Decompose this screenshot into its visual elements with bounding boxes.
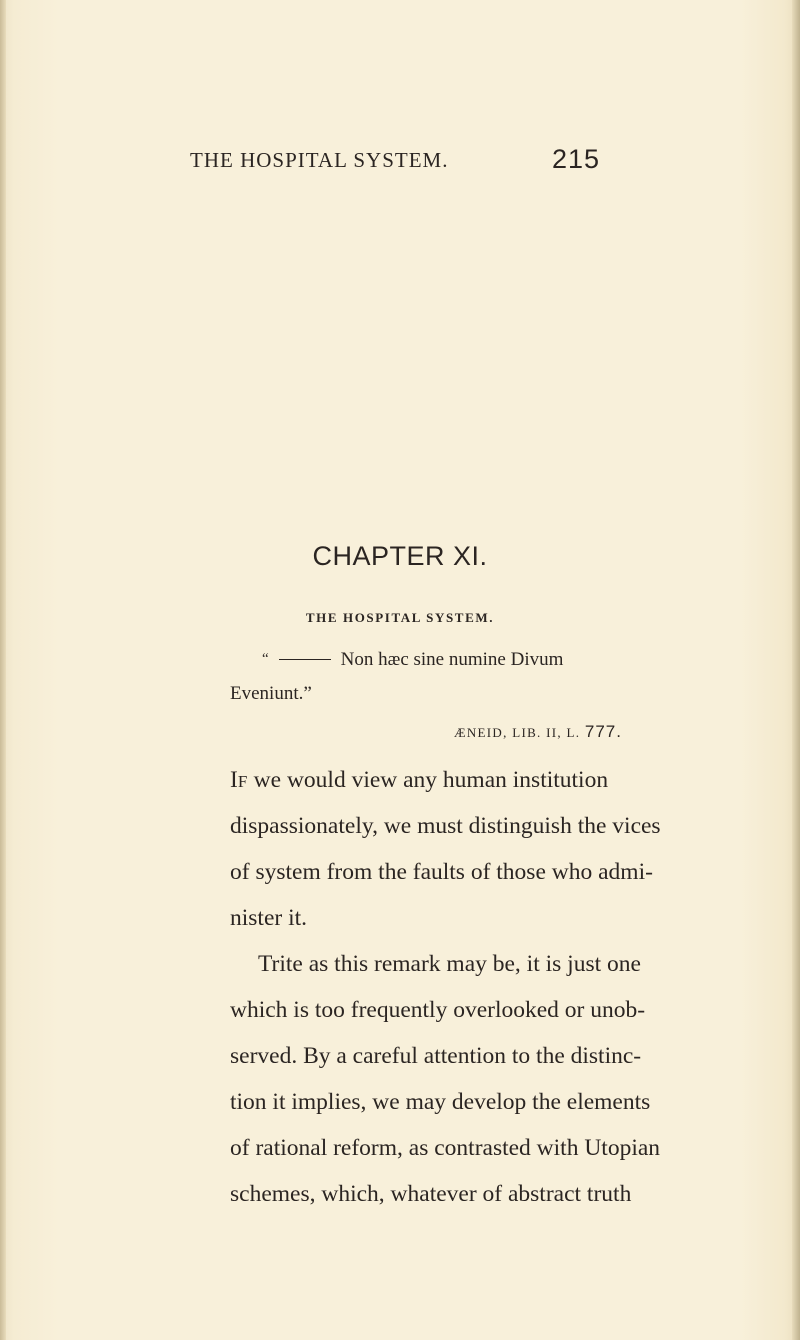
page-right-edge (792, 0, 800, 1340)
body-line-7: served. By a careful attention to the distinc- (230, 1043, 642, 1069)
chapter-heading: CHAPTER XI. (312, 541, 488, 571)
epigraph-dash (279, 659, 331, 661)
page-left-edge (0, 0, 6, 1340)
epigraph-line-1 (262, 649, 563, 671)
body-line-5: Trite as this remark may be, it is just one (258, 951, 641, 977)
body-line-8: tion it implies, we may develop the elements (230, 1089, 651, 1115)
body-line-10: schemes, which, whatever of abstract truth (230, 1181, 632, 1207)
dropcap-letter: I (230, 767, 238, 793)
chapter-subtitle: THE HOSPITAL SYSTEM. (305, 610, 495, 625)
epigraph-line-2: Eveniunt.” (230, 683, 312, 704)
epigraph-line-1-text: Non hæc sine numine Divum (340, 649, 564, 670)
citation-text: ÆNEID, LIB. II, L. (454, 725, 581, 740)
body-line-3: of system from the faults of those who admi- (230, 859, 653, 885)
running-head-title: THE HOSPITAL SYSTEM. (190, 148, 449, 172)
epigraph-open-quote: “ (262, 651, 269, 667)
citation-number: 777. (584, 722, 622, 741)
body-line-9: of rational reform, as contrasted with Utopian (230, 1135, 661, 1161)
running-head (190, 144, 600, 182)
smallcaps-letter: F (237, 772, 248, 791)
body-line-6: which is too frequently overlooked or unob- (230, 997, 646, 1023)
body-line-1 (230, 769, 608, 793)
body-line-4: nister it. (230, 905, 308, 931)
body-line-2: dispassionately, we must distinguish the vices (230, 813, 661, 839)
body-line-1-text: we would view any human institution (247, 767, 609, 793)
page-number: 215 (551, 144, 600, 174)
epigraph-citation (454, 722, 622, 742)
